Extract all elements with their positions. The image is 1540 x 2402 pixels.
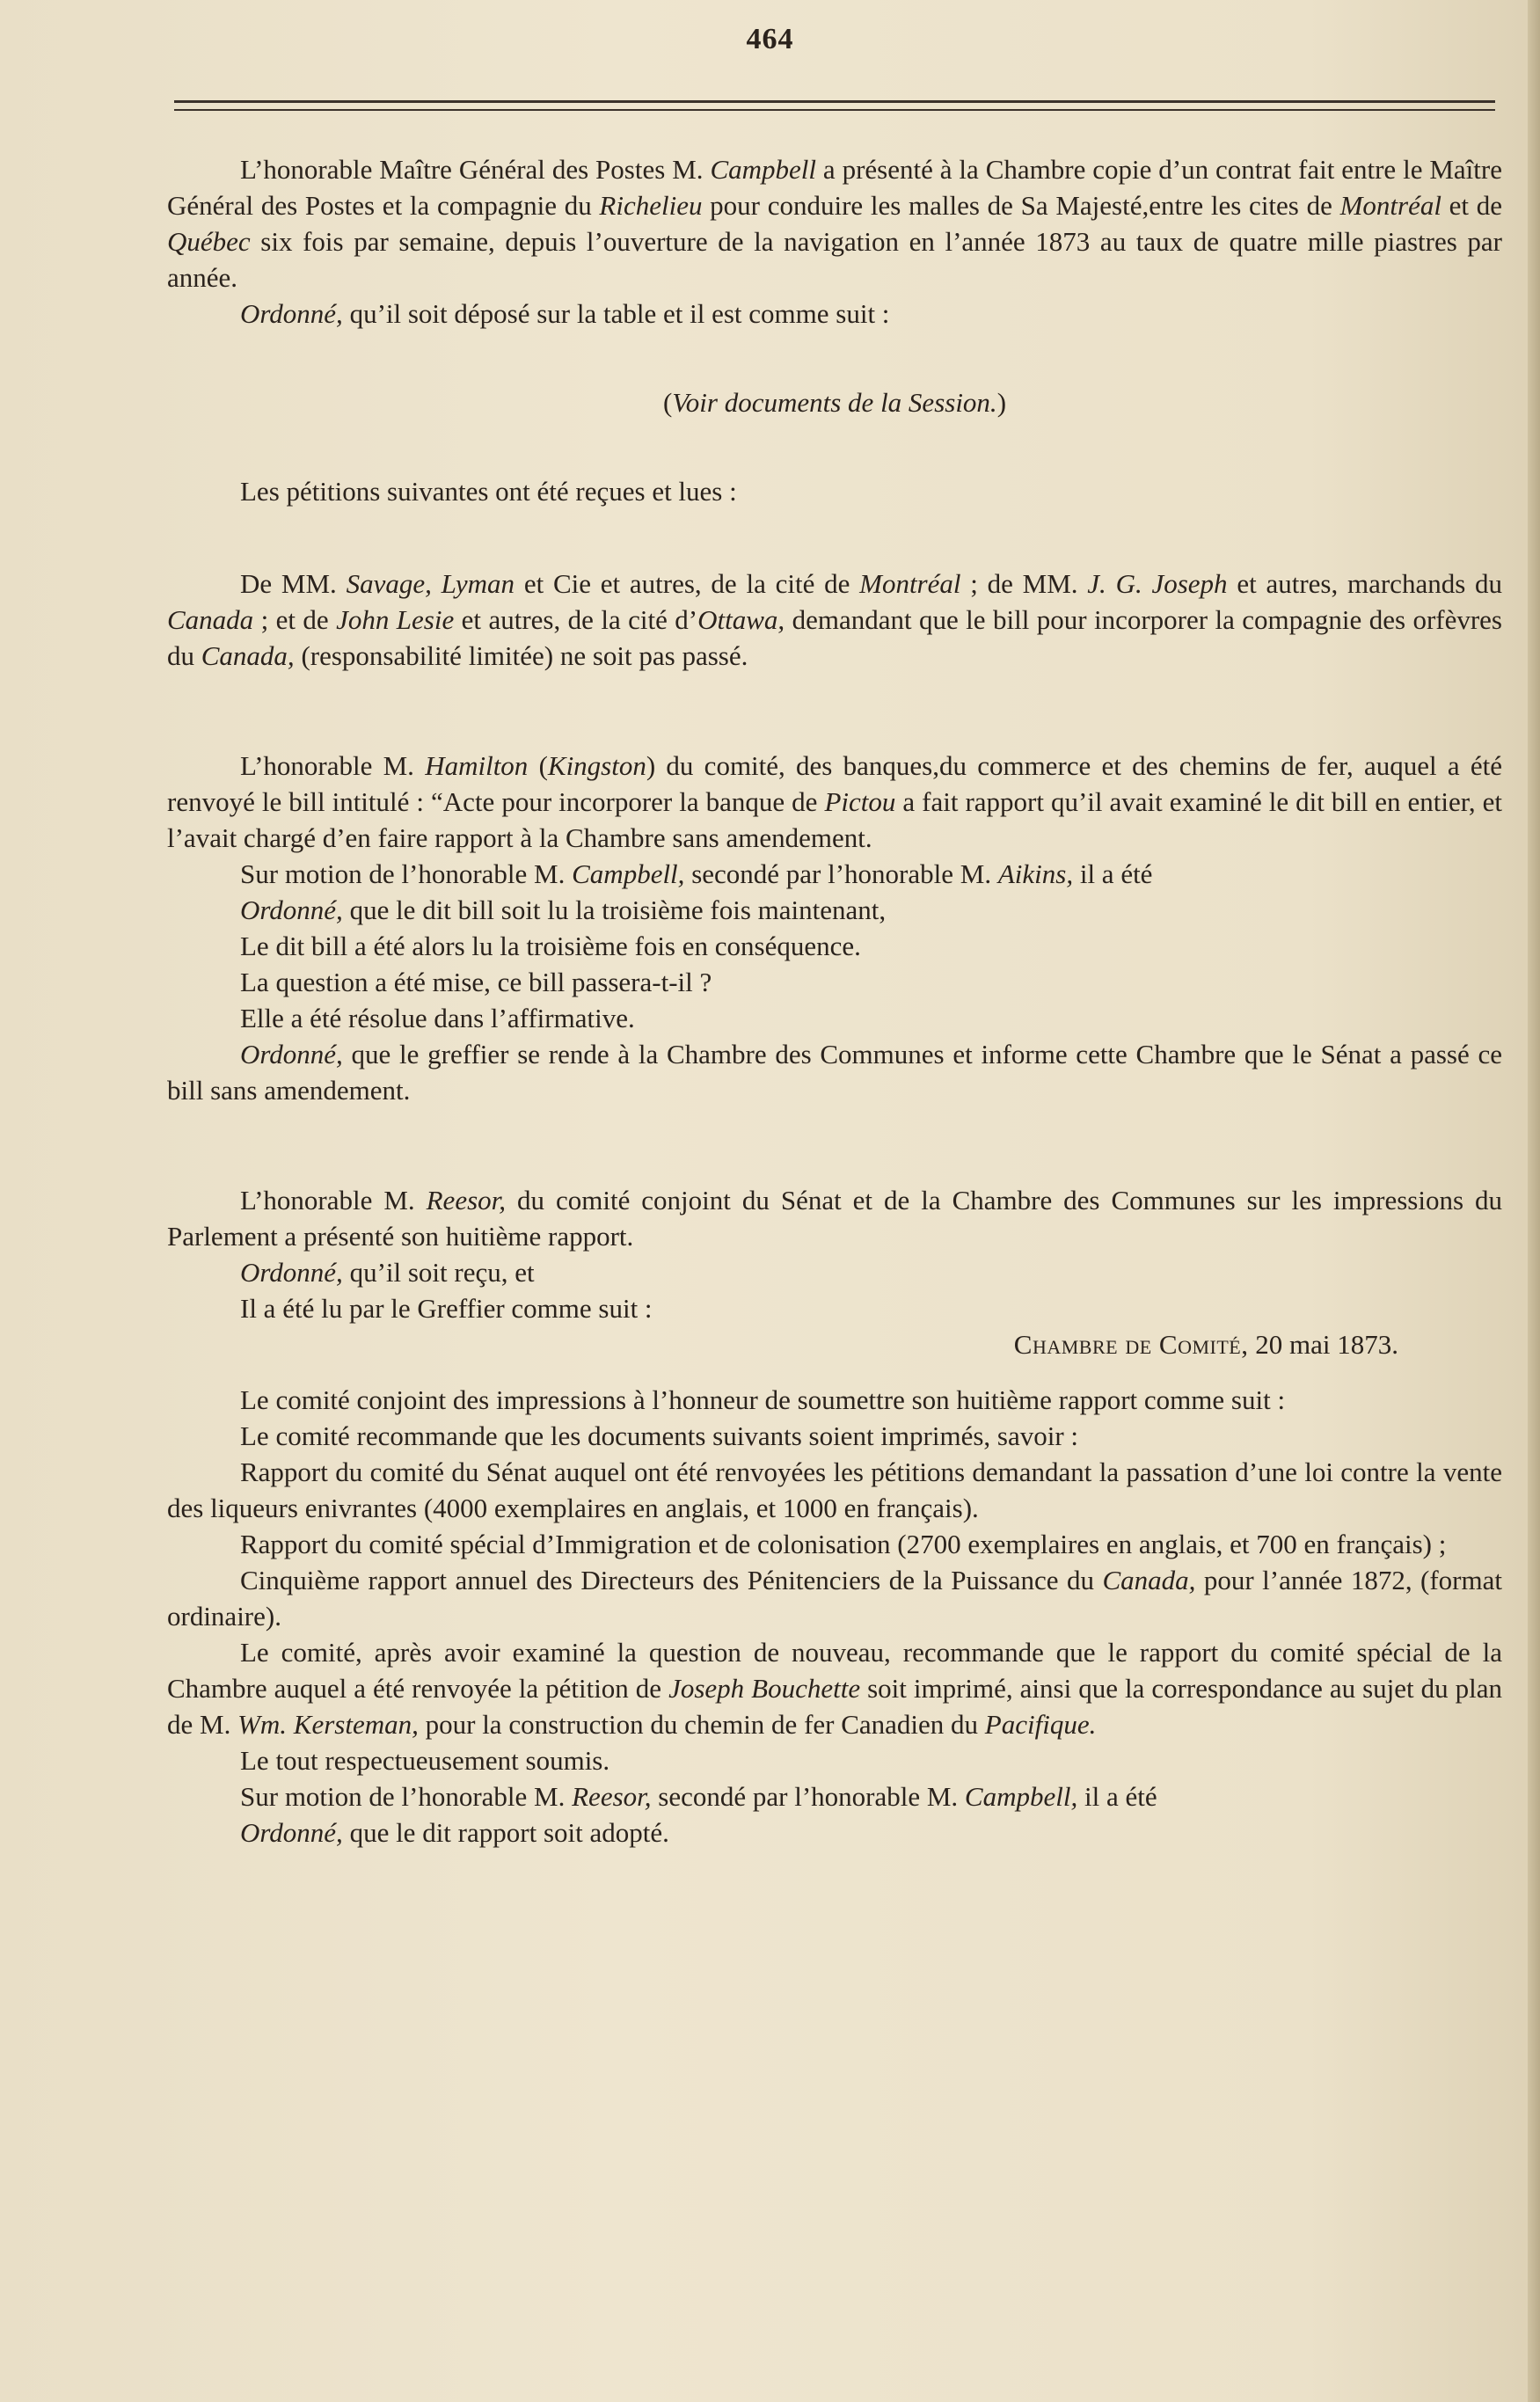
text-run: Elle a été résolue dans l’affirmative. <box>240 1003 635 1033</box>
italic-run: Campbell, <box>964 1781 1078 1812</box>
text-run: ; et de <box>253 604 337 635</box>
text-run: secondé par l’honorable M. <box>651 1781 965 1812</box>
text-run: Le comité, après avoir examiné la question de nouveau, recommande que le rapport du comité spécial de la Chambre auquel a été renvoyée la pétition de <box>167 1637 1502 1704</box>
page-number: 464 <box>746 23 794 55</box>
text-run: a fait rapport qu’il avait examiné le dit bill en entier, et l’avait chargé d’en faire rapport à la Chambre sans amendement. <box>167 786 1502 853</box>
italic-run: Kingston <box>547 750 646 781</box>
text-run: il a été <box>1073 858 1153 889</box>
text-run: et Cie et autres, de la cité de <box>515 568 860 599</box>
text-run: Sur motion de l’honorable M. <box>240 858 573 889</box>
text-run: L’honorable Maître Général des Postes M. <box>240 154 711 185</box>
text-run: que le dit rapport soit adopté. <box>342 1817 669 1848</box>
text-run: (responsabilité limitée) ne soit pas passé. <box>294 640 748 671</box>
italic-run: Aikins, <box>997 858 1074 889</box>
paragraph <box>167 1562 1502 1634</box>
text-run: L’honorable M. <box>240 1185 427 1216</box>
paragraph <box>167 1036 1502 1108</box>
italic-run: Québec <box>167 226 251 257</box>
paragraph <box>167 1000 1502 1036</box>
text-run: Le dit bill a été alors lu la troisième fois en conséquence. <box>240 931 861 961</box>
paragraph <box>167 1382 1502 1418</box>
text-run: et autres, de la cité d’ <box>454 604 698 635</box>
text-run: Les pétitions suivantes ont été reçues et lues : <box>240 476 737 507</box>
italic-run: Pacifique. <box>984 1709 1097 1740</box>
italic-run: Montréal <box>1339 190 1441 221</box>
italic-run: Hamilton <box>425 750 529 781</box>
italic-run: Wm. Kersteman, <box>237 1709 419 1740</box>
text-run: qu’il soit déposé sur la table et il est comme suit : <box>342 298 890 329</box>
italic-run: Ordonné, <box>240 1039 343 1070</box>
text-run: Le comité recommande que les documents suivants soient imprimés, savoir : <box>240 1420 1079 1451</box>
text-run: ) <box>996 387 1007 418</box>
text-run: que le greffier se rende à la Chambre des Communes et informe cette Chambre que le Sénat a passé ce bill sans amendement. <box>167 1039 1502 1106</box>
text-run: pour conduire les malles de Sa Majesté,entre les cites de <box>702 190 1340 221</box>
italic-run: Canada <box>167 604 254 635</box>
paragraph <box>167 1742 1502 1778</box>
italic-run: Reesor, <box>426 1185 507 1216</box>
paragraph <box>167 151 1502 296</box>
italic-run: Ottawa, <box>697 604 785 635</box>
paragraph <box>167 1454 1502 1526</box>
text-run: Sur motion de l’honorable M. <box>240 1781 573 1812</box>
paragraph <box>167 1778 1502 1814</box>
text-run: qu’il soit reçu, et <box>342 1257 535 1288</box>
text-run: et autres, marchands du <box>1227 568 1503 599</box>
italic-run: Voir documents de la Session. <box>672 387 997 418</box>
italic-run: Campbell <box>710 154 816 185</box>
text-run: six fois par semaine, depuis l’ouverture de la navigation en l’année 1873 au taux de quatre mille piastres par année. <box>167 226 1502 293</box>
page-edge <box>1528 0 1540 2402</box>
text-run: ; de MM. <box>960 568 1088 599</box>
page-body <box>167 151 1502 1851</box>
text-run: ( <box>528 750 548 781</box>
small-caps-run: Chambre de Comité, <box>1013 1329 1249 1360</box>
text-run: ) du comité, des banques,du commerce et des chemins de fer, auquel a été renvoyé le bill intitulé : “Acte pour incorporer la banque de <box>167 750 1502 817</box>
text-run: Rapport du comité spécial d’Immigration et de colonisation (2700 exemplaires en anglais, et 700 en français) ; <box>240 1529 1447 1559</box>
text-run: soit imprimé, ainsi que la correspondance au sujet du plan de M. <box>167 1673 1502 1740</box>
header-rule-thin <box>174 109 1495 111</box>
italic-run: Campbell, <box>572 858 685 889</box>
italic-run: Montréal <box>859 568 961 599</box>
paragraph <box>167 384 1502 420</box>
italic-run: Joseph Bouchette <box>668 1673 861 1704</box>
text-run: il a été <box>1077 1781 1157 1812</box>
paragraph <box>167 1814 1502 1851</box>
text-run: que le dit bill soit lu la troisième fois maintenant, <box>342 894 887 925</box>
italic-run: Ordonné, <box>240 1257 343 1288</box>
italic-run: Ordonné, <box>240 298 343 329</box>
text-run: Le tout respectueusement soumis. <box>240 1745 610 1776</box>
text-run: ( <box>662 387 673 418</box>
text-run: pour l’année 1872, (format ordinaire). <box>167 1565 1502 1632</box>
italic-run: Canada, <box>1102 1565 1196 1595</box>
text-run: et de <box>1441 190 1502 221</box>
paragraph <box>167 296 1502 332</box>
text-run: du comité conjoint du Sénat et de la Chambre des Communes sur les impressions du Parlement a présenté son huitième rapport. <box>167 1185 1502 1252</box>
paragraph <box>167 928 1502 964</box>
paragraph <box>167 1254 1502 1290</box>
italic-run: John Lesie <box>336 604 455 635</box>
italic-run: Savage, Lyman <box>346 568 515 599</box>
paragraph <box>167 566 1502 674</box>
italic-run: Reesor, <box>572 1781 652 1812</box>
text-run: L’honorable M. <box>240 750 426 781</box>
italic-run: Ordonné, <box>240 1817 343 1848</box>
paragraph <box>167 1526 1502 1562</box>
paragraph <box>167 1290 1502 1326</box>
text-run: La question a été mise, ce bill passera-t-il ? <box>240 967 712 997</box>
paragraph <box>167 473 1502 509</box>
text-run: a présenté à la Chambre copie d’un contrat fait entre le Maître Général des Postes et la compagnie du <box>167 154 1502 221</box>
header-rule <box>174 100 1495 103</box>
paragraph <box>167 1182 1502 1254</box>
text-run: secondé par l’honorable M. <box>684 858 998 889</box>
paragraph <box>167 964 1502 1000</box>
paragraph <box>167 1418 1502 1454</box>
italic-run: J. G. Joseph <box>1087 568 1228 599</box>
italic-run: Pictou <box>824 786 896 817</box>
text-run: Le comité conjoint des impressions à l’honneur de soumettre son huitième rapport comme suit : <box>240 1384 1286 1415</box>
text-run: Rapport du comité du Sénat auquel ont été renvoyées les pétitions demandant la passation d’une loi contre la vente des liqueurs enivrantes (4000 exemplaires en anglais, et 1000 en français). <box>167 1457 1502 1523</box>
paragraph <box>167 1634 1502 1742</box>
text-run: demandant que le bill pour incorporer la compagnie des orfèvres du <box>167 604 1503 671</box>
paragraph <box>167 892 1502 928</box>
italic-run: Ordonné, <box>240 894 343 925</box>
paragraph <box>167 748 1502 856</box>
paragraph <box>167 856 1502 892</box>
paragraph <box>167 1326 1502 1362</box>
text-run: De MM. <box>240 568 347 599</box>
italic-run: Richelieu <box>599 190 703 221</box>
text-run: pour la construction du chemin de fer Canadien du <box>418 1709 985 1740</box>
text-run: Cinquième rapport annuel des Directeurs des Pénitenciers de la Puissance du <box>240 1565 1103 1595</box>
text-run: Il a été lu par le Greffier comme suit : <box>240 1293 653 1324</box>
italic-run: Canada, <box>201 640 295 671</box>
text-run: 20 mai 1873. <box>1248 1329 1398 1360</box>
